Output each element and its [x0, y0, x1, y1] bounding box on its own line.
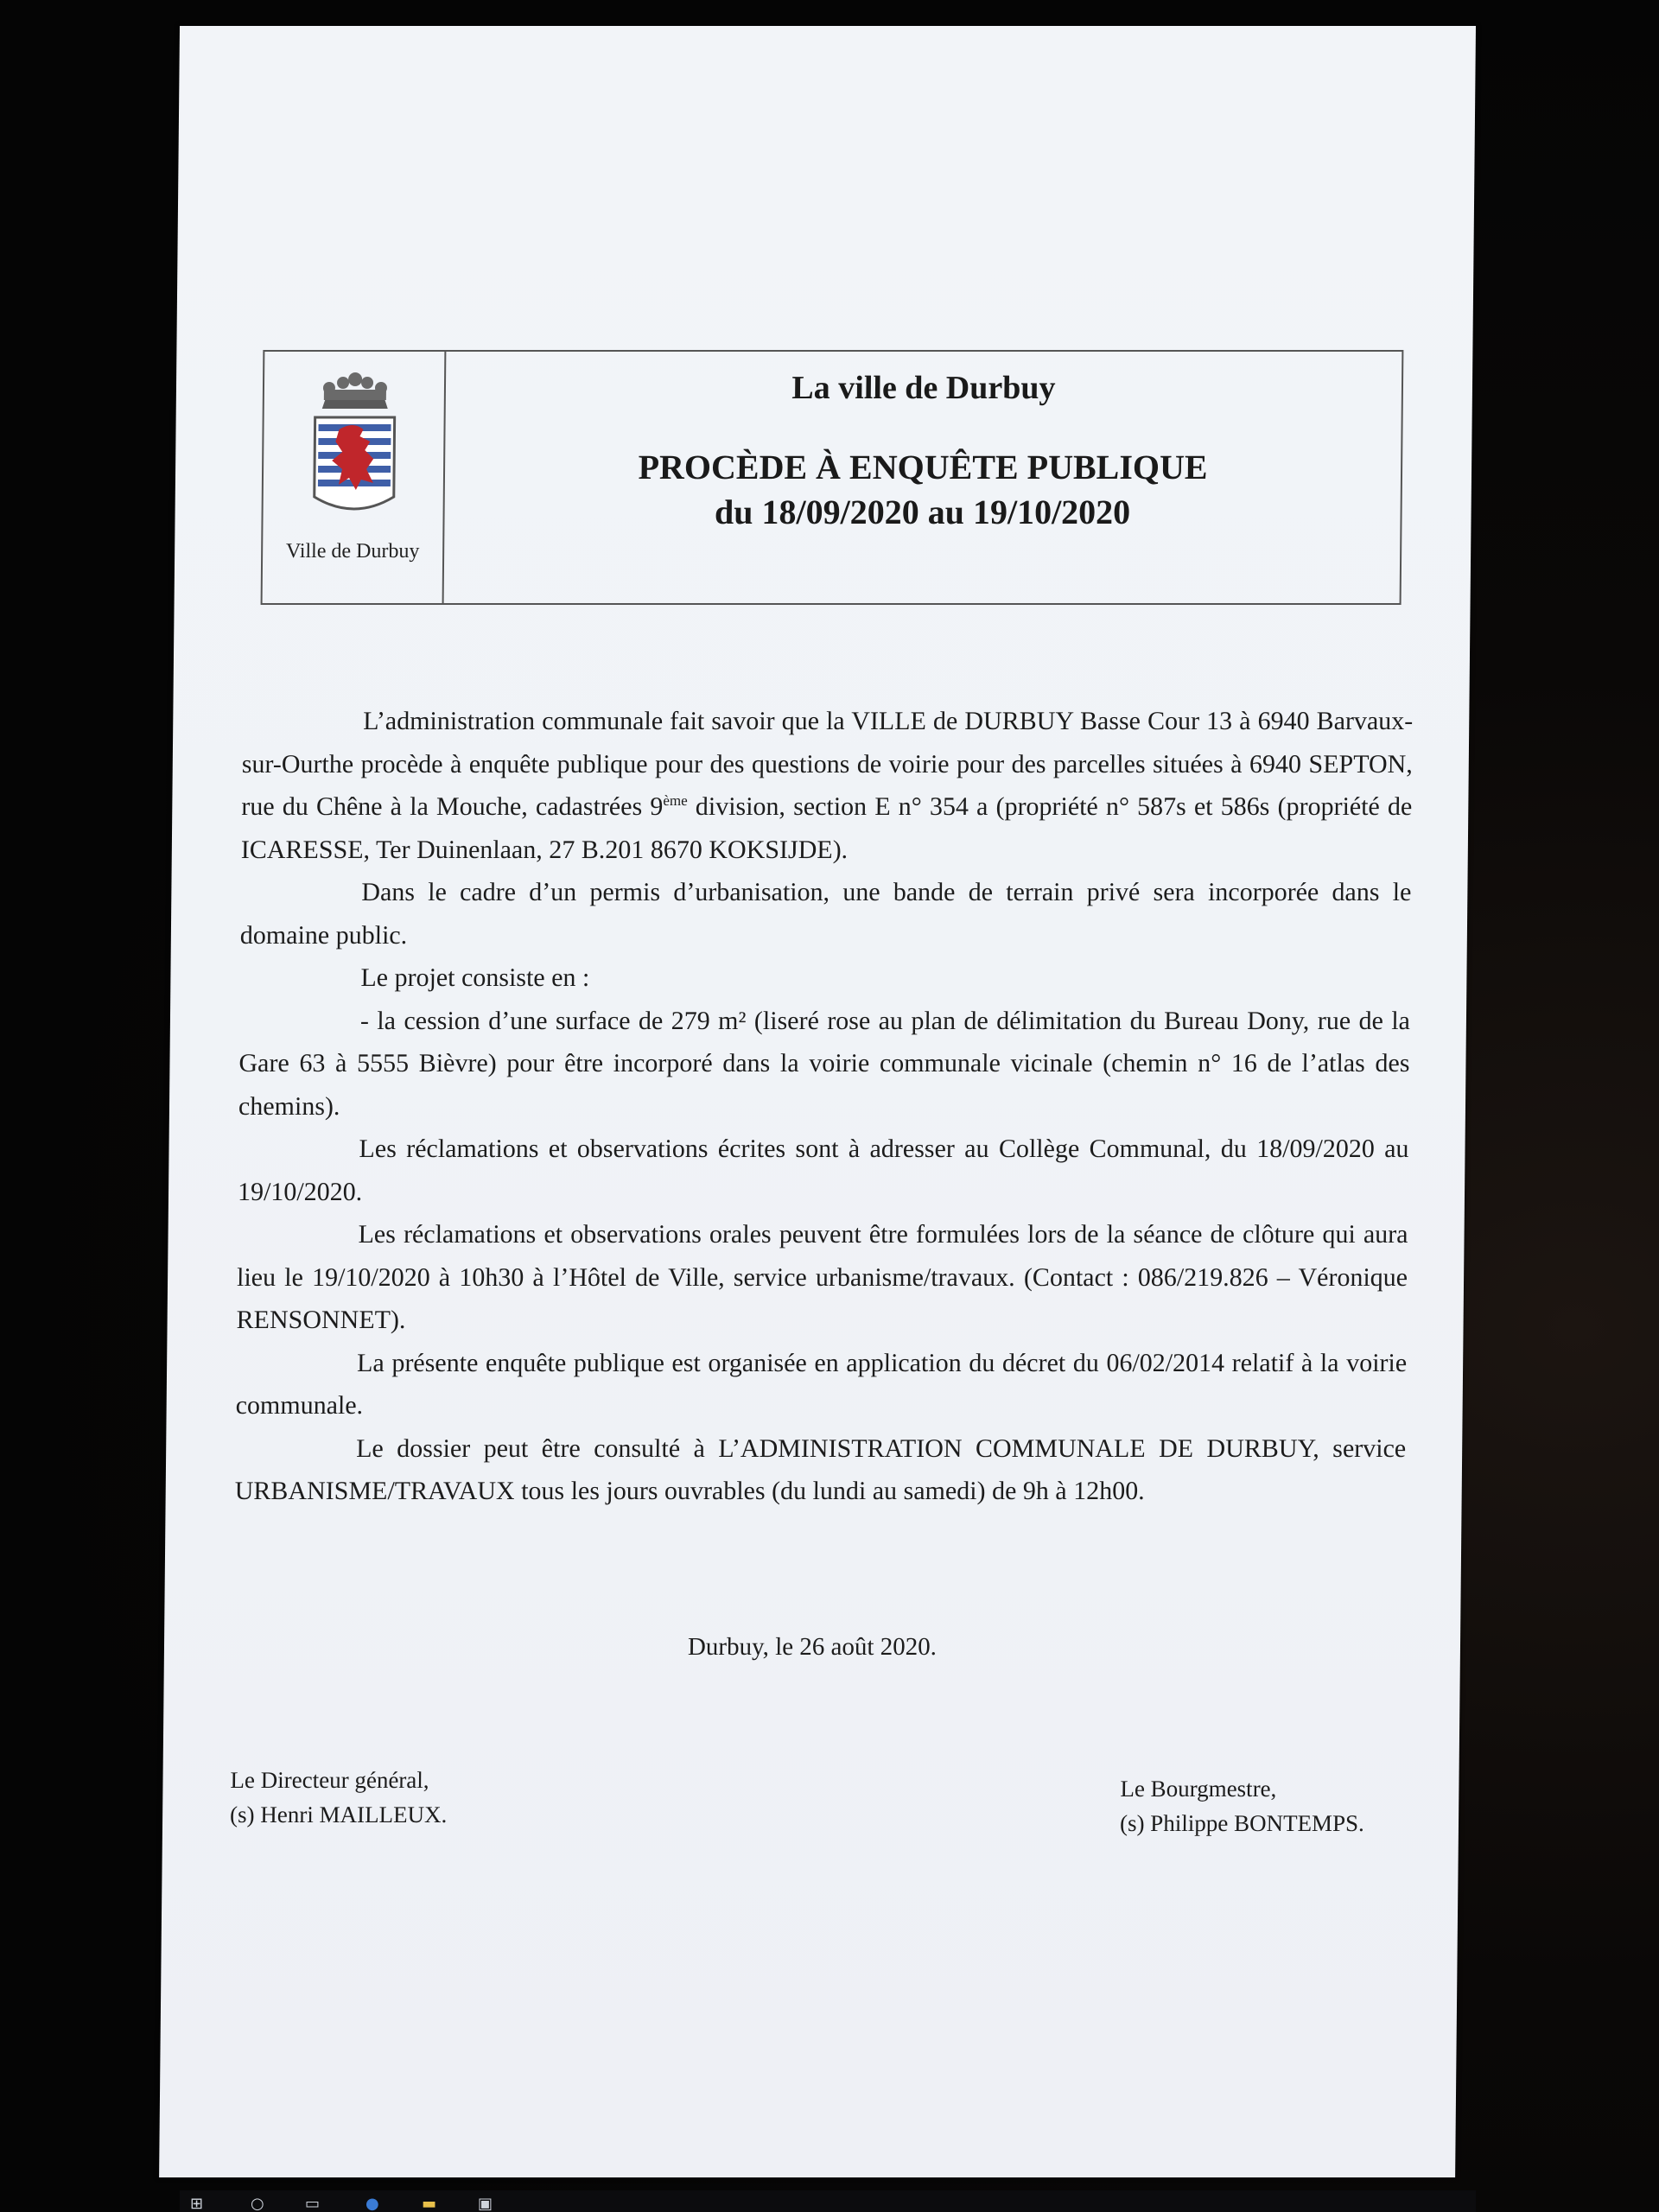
signature-mayor-name: (s) Philippe BONTEMPS. [1119, 1810, 1364, 1836]
paragraph-announcement [241, 700, 1414, 871]
signature-director-role: Le Directeur général, [230, 1767, 429, 1793]
signature-director-name: (s) Henri MAILLEUX. [229, 1802, 448, 1827]
crown-icon [322, 372, 388, 409]
logo-cell [263, 352, 447, 603]
document-screen [159, 26, 1476, 2177]
paragraph-project-item: - la cession d’une surface de 279 m² (liseré rose au plan de délimitation du Bureau Dony, rue de la Gare 63 à 5555 Bièvre) pour être incorporé dans la voirie communale vicinale (chemin n° 16 de l’atlas des chemins). [238, 1006, 1411, 1121]
date-line: Durbuy, le 26 août 2020. [687, 1633, 938, 1661]
paragraph-context: Dans le cadre d’un permis d’urbanisation, une bande de terrain privé sera incorporée dans le domaine public. [239, 878, 1412, 950]
shield-icon [315, 417, 395, 509]
paragraph-oral-claims: Les réclamations et observations orales peuvent être formulées lors de la séance de clôture qui aura lieu le 19/10/2020 à 10h30 à l’Hôtel de Ville, service urbanisme/travaux. (Contact : 086/219.826 – Véronique RENSONNET). [236, 1220, 1408, 1334]
superscript-division: ème [663, 792, 688, 809]
paragraph-legal-basis: La présente enquête publique est organisée en application du décret du 06/02/2014 relatif à la voirie communale. [235, 1348, 1408, 1420]
paragraph-project-intro: Le projet consiste en : [360, 963, 590, 992]
header-box [261, 350, 1404, 605]
windows-icon[interactable]: ⊞ [190, 2195, 204, 2212]
signature-mayor [1120, 1771, 1365, 1840]
edge-icon[interactable]: ● [365, 2195, 379, 2212]
title-cell [444, 352, 1402, 603]
search-icon[interactable]: ○ [251, 2195, 264, 2212]
paragraph-written-claims: Les réclamations et observations écrites sont à adresser au Collège Communal, du 18/09/2020 au 19/10/2020. [237, 1135, 1409, 1206]
town-title: La ville de Durbuy [791, 370, 1056, 406]
notice-title: PROCÈDE À ENQUÊTE PUBLIQUE [638, 448, 1208, 486]
file-explorer-icon[interactable]: ▬ [422, 2195, 437, 2212]
store-icon[interactable]: ▣ [478, 2195, 493, 2212]
durbuy-coat-of-arms-logo [302, 367, 407, 540]
notice-body [234, 700, 1413, 1513]
notice-dates: du 18/09/2020 au 19/10/2020 [714, 493, 1131, 531]
logo-caption: Ville de Durbuy [285, 540, 420, 563]
taskbar [180, 2190, 1476, 2212]
task-view-icon[interactable]: ▭ [305, 2195, 321, 2212]
paragraph-announcement-end: division, section E n° 354 a (propriété n° 587s et 586s (propriété de ICARESSE, Ter Duinenlaan, 27 B.201 8670 KOKSIJDE). [240, 792, 1413, 864]
signature-mayor-role: Le Bourgmestre, [1120, 1776, 1277, 1802]
paragraph-consultation: Le dossier peut être consulté à L’ADMINISTRATION COMMUNALE DE DURBUY, service URBANISME/TRAVAUX tous les jours ouvrables (du lundi au samedi) de 9h à 12h00. [234, 1433, 1407, 1505]
signature-director [230, 1763, 448, 1832]
paragraph-announcement-start: L’administration communale fait savoir que la VILLE de DURBUY Basse Cour 13 à 6940 Barvaux-sur-Ourthe procède à enquête publique pour des questions de voirie pour des parcelles situées à 6940 SEPTON, rue du Chêne à la Mouche, cadastrées 9 [241, 707, 1414, 821]
